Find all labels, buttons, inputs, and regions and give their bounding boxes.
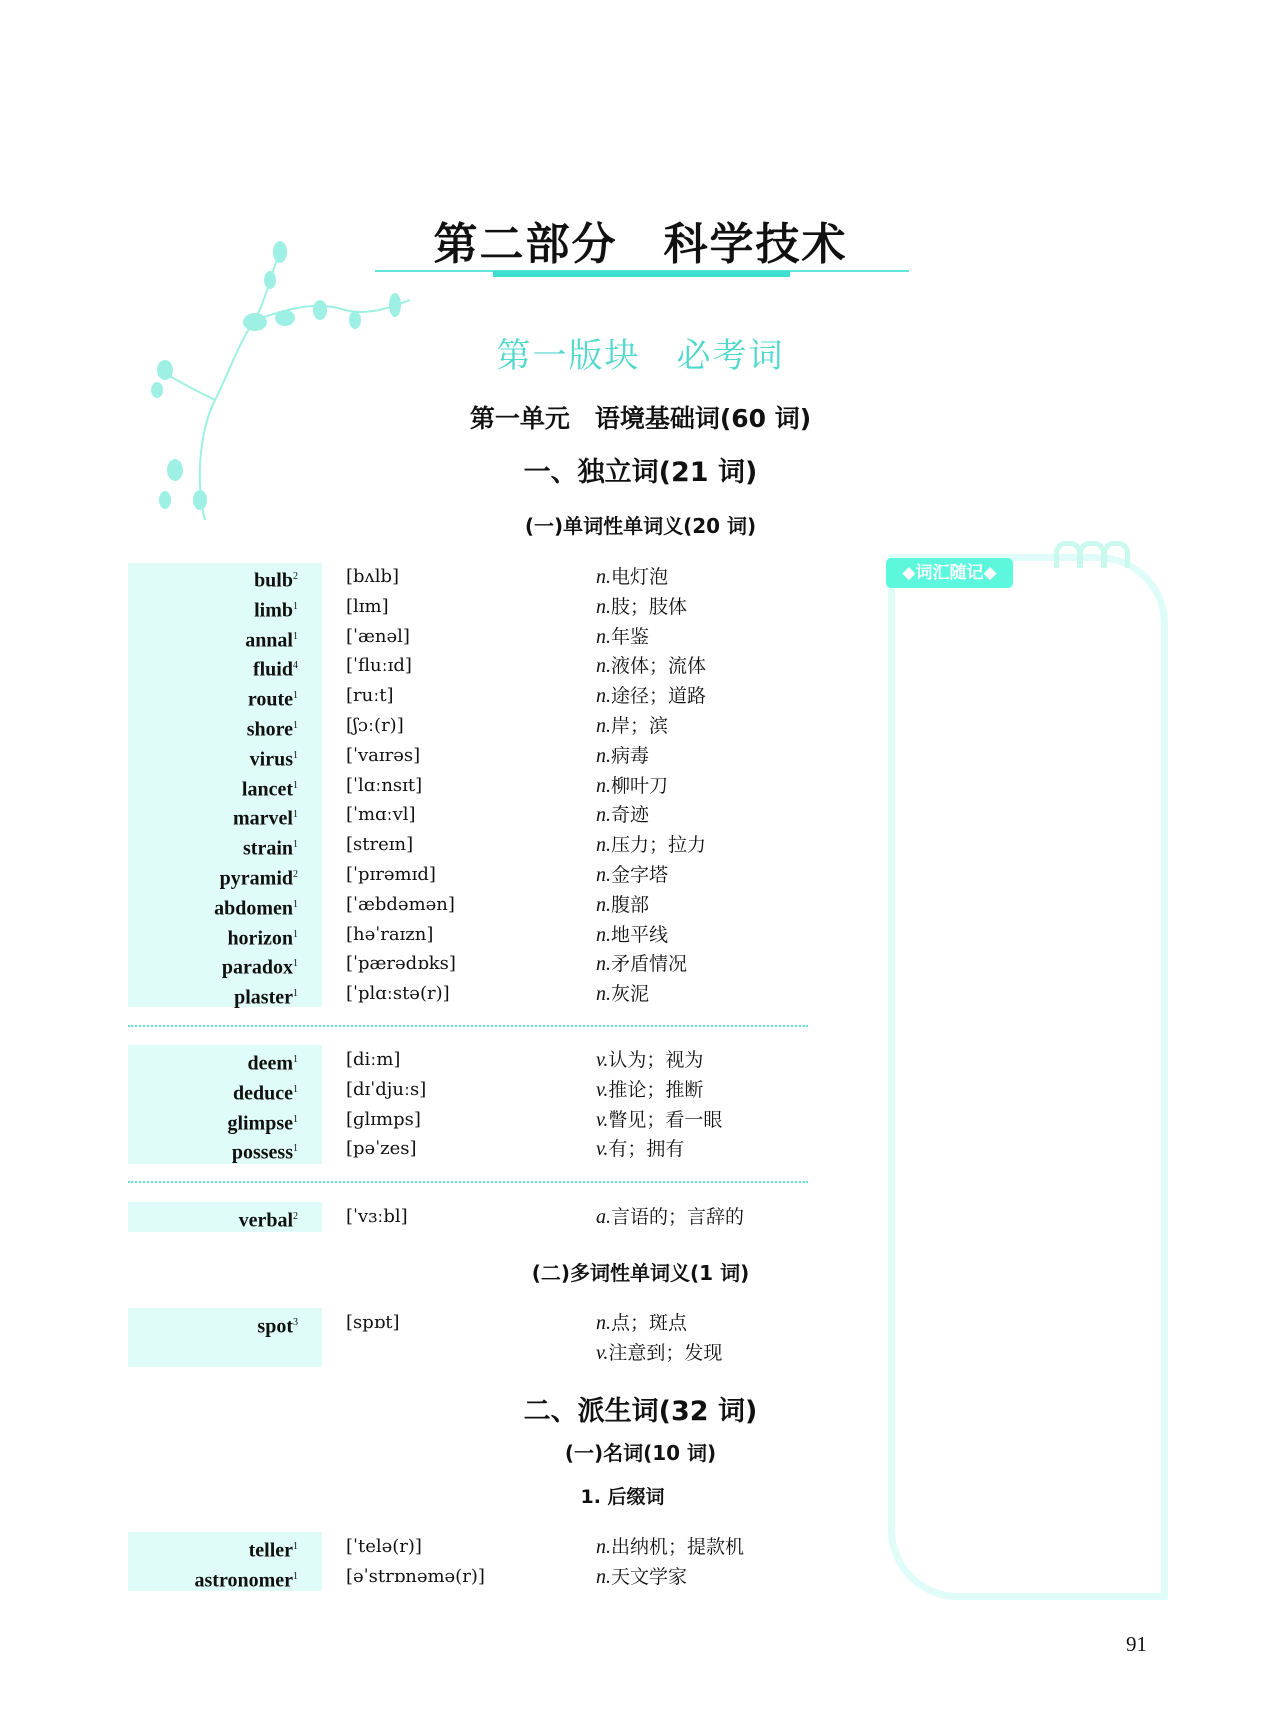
vocab-word xyxy=(253,651,298,685)
notes-box xyxy=(888,554,1168,1600)
vocab-word xyxy=(214,890,298,924)
frequency-superscript: 1 xyxy=(293,958,298,970)
part-of-speech: n. xyxy=(596,923,611,946)
vocab-word xyxy=(195,1562,299,1596)
definition: 灰泥 xyxy=(611,983,650,1006)
part-of-speech: n. xyxy=(596,1312,611,1334)
word-text: teller xyxy=(248,1539,293,1562)
definition: 肢；肢体 xyxy=(611,595,688,618)
vocab-word xyxy=(227,1105,298,1139)
part-of-speech: n. xyxy=(596,834,611,857)
table-row xyxy=(0,562,900,592)
phonetic: [əˈstrɒnəmə(r)] xyxy=(346,1565,485,1587)
notes-label: ◆词汇随记◆ xyxy=(886,558,1013,588)
word-text: paradox xyxy=(221,957,293,980)
part-of-speech: n. xyxy=(596,566,611,588)
section-title: 一、独立词(21 词) xyxy=(523,457,758,488)
part-of-speech: n. xyxy=(596,715,611,737)
phonetic: [ˈfluːɪd] xyxy=(346,655,412,677)
subsection-title: (二)多词性单词义(1 词) xyxy=(531,1261,750,1285)
meaning xyxy=(596,711,668,741)
part-of-speech: n. xyxy=(596,744,611,767)
word-text: possess xyxy=(231,1142,293,1165)
definition: 瞥见；看一眼 xyxy=(608,1108,723,1131)
part-of-speech: n. xyxy=(596,625,611,648)
frequency-superscript: 1 xyxy=(293,1570,298,1582)
phonetic: [ˈvɜːbl] xyxy=(346,1206,408,1227)
vocab-word xyxy=(247,1045,298,1079)
vocab-word xyxy=(243,830,298,864)
table-row xyxy=(0,800,900,830)
phonetic: [ˈpɪrəmɪd] xyxy=(346,864,436,885)
phonetic: [ˈplɑːstə(r)] xyxy=(346,983,450,1005)
subsection-title: (一)名词(10 词) xyxy=(564,1441,717,1465)
part-of-speech: v. xyxy=(596,1078,609,1101)
subsection-title: 1. 后缀词 xyxy=(580,1486,665,1508)
meaning xyxy=(596,1105,722,1135)
definition: 言语的；言辞的 xyxy=(611,1206,745,1228)
table-row xyxy=(0,949,900,979)
vocab-word xyxy=(233,1075,298,1109)
vocab-word xyxy=(254,592,298,626)
vocab-word xyxy=(220,860,298,894)
meaning xyxy=(596,860,668,890)
vocab-word xyxy=(222,949,298,983)
phonetic: [ˈmɑːvl] xyxy=(346,804,416,826)
definition: 年鉴 xyxy=(611,625,650,648)
definition: 注意到；发现 xyxy=(608,1342,723,1364)
part-of-speech: n. xyxy=(596,983,611,1006)
vocab-word xyxy=(257,1308,298,1342)
part-of-speech: n. xyxy=(596,893,611,916)
part-of-speech: n. xyxy=(596,595,611,618)
table-row xyxy=(0,890,900,920)
meaning xyxy=(596,1134,684,1164)
definition: 天文学家 xyxy=(611,1565,688,1588)
meaning xyxy=(596,1562,687,1592)
table-row xyxy=(0,651,900,681)
part-of-speech: n. xyxy=(596,685,611,708)
dotted-divider xyxy=(128,1181,808,1183)
word-text: astronomer xyxy=(194,1569,293,1592)
word-text: lancet xyxy=(241,778,293,801)
phonetic: [spɒt] xyxy=(346,1312,400,1333)
phonetic: [ɡlɪmps] xyxy=(346,1108,421,1130)
part-of-speech: n. xyxy=(596,953,611,976)
definition: 点；斑点 xyxy=(611,1312,688,1334)
definition: 奇迹 xyxy=(611,804,650,827)
word-text: virus xyxy=(249,748,293,771)
phonetic: [ˈtelə(r)] xyxy=(346,1536,422,1557)
word-text: abdomen xyxy=(214,897,293,920)
meaning xyxy=(596,1532,744,1562)
phonetic: [streɪn] xyxy=(346,834,414,856)
meaning xyxy=(596,562,668,592)
part-of-speech: a. xyxy=(596,1206,611,1228)
phonetic: [həˈraɪzn] xyxy=(346,923,434,945)
word-text: spot xyxy=(257,1315,293,1338)
definition: 腹部 xyxy=(611,893,650,916)
vocab-word xyxy=(245,622,298,656)
meaning xyxy=(596,622,649,652)
meaning xyxy=(596,890,649,920)
block-title: 第一版块 必考词 xyxy=(496,336,785,376)
meaning xyxy=(596,651,706,681)
word-text: horizon xyxy=(227,927,293,950)
meaning xyxy=(596,1338,722,1368)
word-text: glimpse xyxy=(227,1112,293,1135)
frequency-superscript: 1 xyxy=(293,690,298,702)
table-row xyxy=(0,1045,900,1075)
definition: 病毒 xyxy=(611,744,650,767)
part-of-speech: v. xyxy=(596,1108,609,1131)
part-of-speech: v. xyxy=(596,1049,609,1071)
vocab-word xyxy=(242,771,298,805)
section-title: 二、派生词(32 词) xyxy=(523,1396,758,1427)
vocab-word xyxy=(248,681,298,715)
meaning xyxy=(596,771,668,801)
part-of-speech: n. xyxy=(596,1565,611,1588)
phonetic: [ˈænəl] xyxy=(346,625,410,647)
phonetic: [lɪm] xyxy=(346,595,389,617)
frequency-superscript: 1 xyxy=(293,988,298,1000)
vocab-word xyxy=(239,1202,298,1236)
meaning xyxy=(596,1202,744,1232)
table-row xyxy=(0,1308,900,1364)
part-of-speech: v. xyxy=(596,1342,609,1364)
frequency-superscript: 1 xyxy=(293,749,298,761)
frequency-superscript: 1 xyxy=(293,630,298,642)
frequency-superscript: 1 xyxy=(293,1083,298,1095)
word-text: verbal xyxy=(238,1209,293,1232)
definition: 途径；道路 xyxy=(611,685,707,708)
frequency-superscript: 1 xyxy=(293,1541,298,1552)
table-row xyxy=(0,592,900,622)
meaning xyxy=(596,1308,687,1338)
definition: 岸；滨 xyxy=(611,715,669,737)
table-row xyxy=(0,1202,900,1232)
frequency-superscript: 1 xyxy=(293,1054,298,1065)
definition: 压力；拉力 xyxy=(611,834,707,857)
meaning xyxy=(596,681,706,711)
part-of-speech: v. xyxy=(596,1138,609,1161)
meaning xyxy=(596,741,649,771)
definition: 有；拥有 xyxy=(608,1138,685,1161)
frequency-superscript: 1 xyxy=(293,928,298,940)
definition: 金字塔 xyxy=(611,864,669,886)
meaning xyxy=(596,1075,703,1105)
table-row xyxy=(0,681,900,711)
word-text: bulb xyxy=(254,569,293,592)
word-text: shore xyxy=(246,718,293,741)
phonetic: [bʌlb] xyxy=(346,566,400,587)
word-text: annal xyxy=(245,629,293,652)
definition: 液体；流体 xyxy=(611,655,707,678)
word-text: plaster xyxy=(234,986,293,1009)
definition: 电灯泡 xyxy=(611,566,669,588)
part-of-speech: n. xyxy=(596,804,611,827)
phonetic: [dɪˈdjuːs] xyxy=(346,1078,427,1100)
phonetic: [ˈlɑːnsɪt] xyxy=(346,774,423,796)
word-text: limb xyxy=(254,599,293,622)
word-text: fluid xyxy=(252,659,293,682)
word-text: pyramid xyxy=(219,867,293,890)
ring-icon xyxy=(1102,541,1130,568)
table-row xyxy=(0,622,900,652)
word-text: marvel xyxy=(233,808,293,831)
frequency-superscript: 2 xyxy=(293,1211,298,1222)
vocab-word xyxy=(250,741,298,775)
frequency-superscript: 2 xyxy=(293,571,298,582)
vocab-word xyxy=(247,711,298,745)
phonetic: [diːm] xyxy=(346,1049,401,1070)
phonetic: [ˈvaɪrəs] xyxy=(346,744,421,766)
word-text: deem xyxy=(247,1052,293,1075)
vocab-word xyxy=(232,1134,298,1168)
table-row xyxy=(0,741,900,771)
phonetic: [ˈæbdəmən] xyxy=(346,893,455,915)
part-of-speech: n. xyxy=(596,1536,611,1558)
meaning xyxy=(596,949,687,979)
table-row xyxy=(0,1075,900,1105)
frequency-superscript: 2 xyxy=(293,869,298,880)
frequency-superscript: 1 xyxy=(293,809,298,821)
page-number: 91 xyxy=(1126,1632,1147,1656)
definition: 推论；推断 xyxy=(608,1078,704,1101)
word-text: strain xyxy=(243,837,293,860)
part-of-speech: n. xyxy=(596,864,611,886)
table-row xyxy=(0,860,900,890)
dotted-divider xyxy=(128,1025,808,1027)
vocab-word xyxy=(234,979,298,1013)
table-row xyxy=(0,1562,900,1592)
part-title: 第二部分 科学技术 xyxy=(433,219,848,270)
frequency-superscript: 3 xyxy=(293,1317,298,1328)
vocab-word xyxy=(254,562,298,596)
part-of-speech: n. xyxy=(596,655,611,678)
title-accent-bar xyxy=(493,271,790,277)
table-row xyxy=(0,1532,900,1562)
table-row xyxy=(0,920,900,950)
frequency-superscript: 1 xyxy=(293,600,298,612)
phonetic: [ˈpærədɒks] xyxy=(346,953,456,975)
definition: 地平线 xyxy=(611,923,669,946)
table-row xyxy=(0,830,900,860)
meaning xyxy=(596,800,649,830)
meaning xyxy=(596,979,649,1009)
unit-title: 第一单元 语境基础词(60 词) xyxy=(469,404,812,433)
table-row xyxy=(0,711,900,741)
definition: 矛盾情况 xyxy=(611,953,688,976)
frequency-superscript: 1 xyxy=(293,839,298,851)
vocab-word xyxy=(249,1532,298,1566)
subsection-title: (一)单词性单词义(20 词) xyxy=(524,514,757,538)
table-row xyxy=(0,979,900,1009)
phonetic: [pəˈzes] xyxy=(346,1138,417,1160)
vocab-word xyxy=(227,920,298,954)
frequency-superscript: 1 xyxy=(293,779,298,791)
word-text: deduce xyxy=(233,1082,293,1105)
definition: 柳叶刀 xyxy=(611,774,669,797)
meaning xyxy=(596,830,706,860)
frequency-superscript: 1 xyxy=(293,720,298,731)
frequency-superscript: 1 xyxy=(293,1113,298,1125)
frequency-superscript: 1 xyxy=(293,1143,298,1155)
definition: 出纳机；提款机 xyxy=(611,1536,745,1558)
meaning xyxy=(596,1045,703,1075)
table-row xyxy=(0,1105,900,1135)
table-row xyxy=(0,1134,900,1164)
meaning xyxy=(596,920,668,950)
vocab-word xyxy=(233,800,298,834)
phonetic: [ruːt] xyxy=(346,685,394,707)
frequency-superscript: 1 xyxy=(293,898,298,910)
part-of-speech: n. xyxy=(596,774,611,797)
frequency-superscript: 4 xyxy=(293,660,298,672)
phonetic: [ʃɔː(r)] xyxy=(346,715,404,736)
table-row xyxy=(0,771,900,801)
definition: 认为；视为 xyxy=(608,1049,704,1071)
meaning xyxy=(596,592,687,622)
word-text: route xyxy=(247,688,293,711)
